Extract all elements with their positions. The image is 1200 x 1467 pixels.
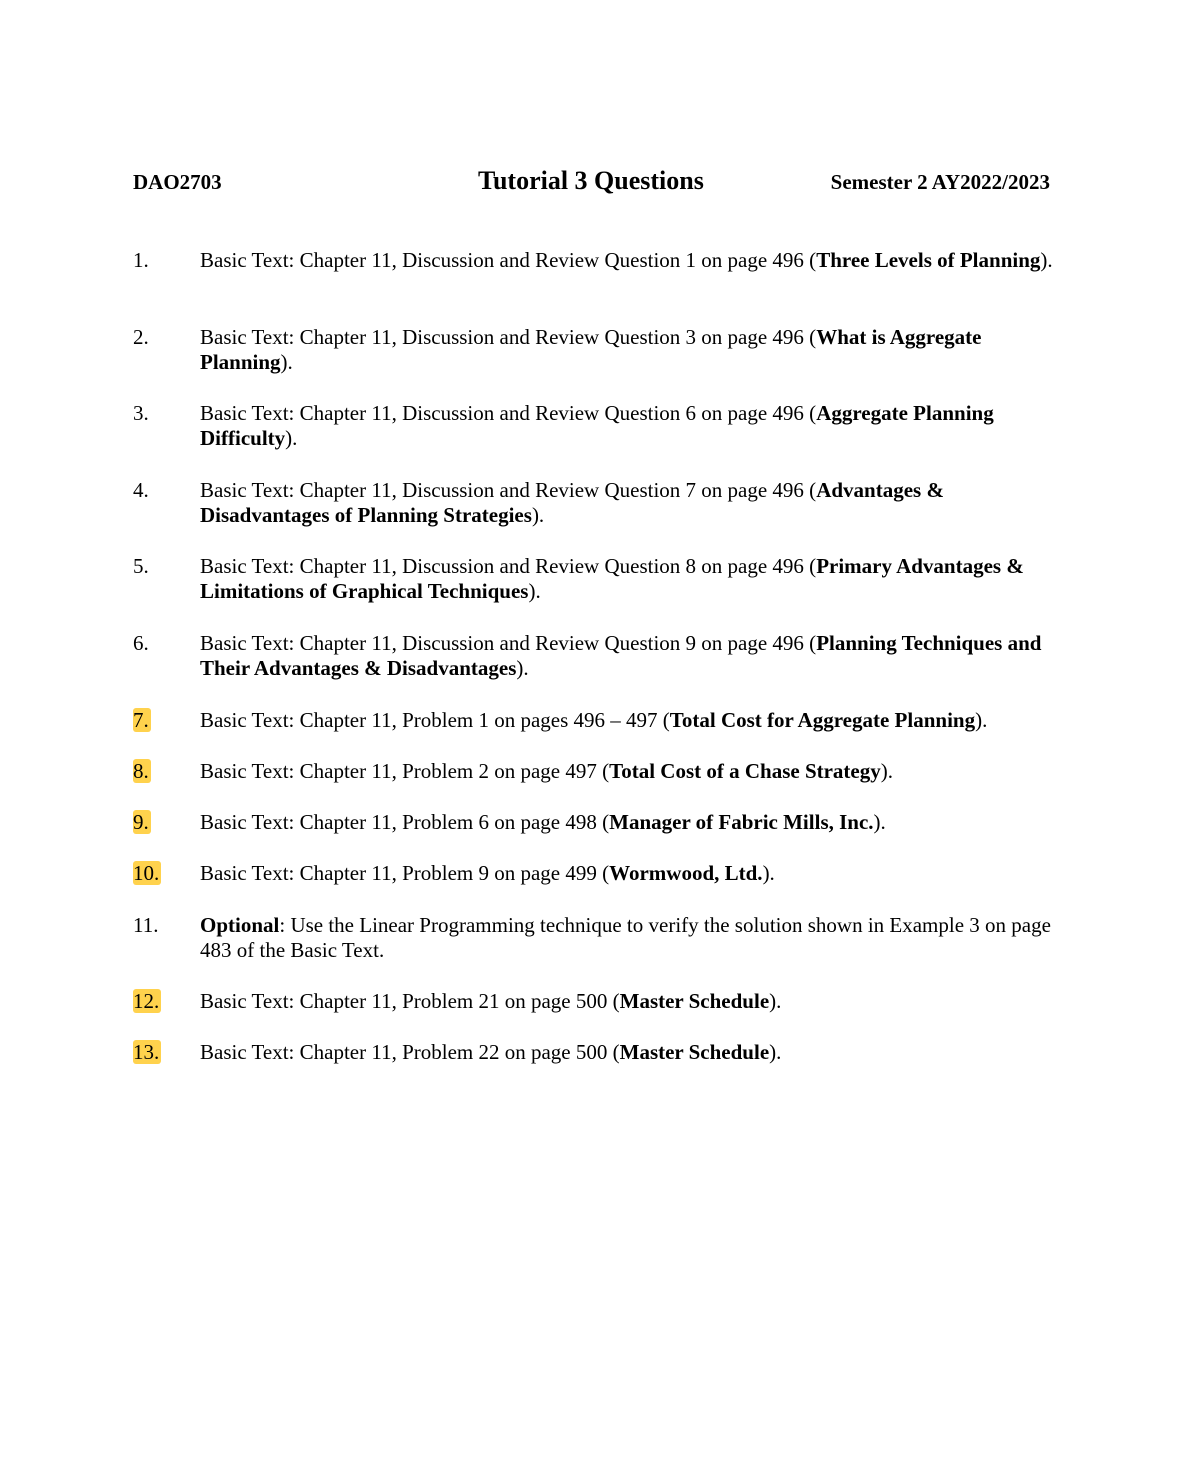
question-number: 1. [133, 248, 149, 272]
question-text: Basic Text: Chapter 11, Discussion and Review Question 1 on page 496 (Three Levels of Planning). [200, 248, 1053, 272]
question-number-highlighted: 13. [133, 1040, 160, 1064]
question-number: 11. [133, 913, 159, 937]
question-number: 4. [133, 478, 149, 502]
course-code: DAO2703 [133, 170, 222, 194]
question-number-highlighted: 9. [133, 810, 149, 834]
question-number: 2. [133, 325, 149, 349]
question-text: Basic Text: Chapter 11, Discussion and Review Question 8 on page 496 (Primary Advantages & Limitations of Graphical Techniques). [200, 554, 1024, 603]
page-title: Tutorial 3 Questions [478, 166, 704, 195]
question-number-highlighted: 10. [133, 861, 160, 885]
question-number-highlighted: 8. [133, 759, 149, 783]
question-number: 3. [133, 401, 149, 425]
question-text: Basic Text: Chapter 11, Problem 1 on pages 496 – 497 (Total Cost for Aggregate Planning). [200, 708, 988, 732]
question-text: Basic Text: Chapter 11, Problem 21 on page 500 (Master Schedule). [200, 989, 782, 1013]
question-text: Basic Text: Chapter 11, Problem 2 on page 497 (Total Cost of a Chase Strategy). [200, 759, 894, 783]
question-text: Optional: Use the Linear Programming technique to verify the solution shown in Example 3 on page 483 of the Basic Text. [200, 913, 1051, 962]
document-header [133, 166, 1050, 198]
question-text: Basic Text: Chapter 11, Discussion and Review Question 9 on page 496 (Planning Techniques and Their Advantages & Disadvantages). [200, 631, 1042, 680]
question-number-highlighted: 12. [133, 989, 160, 1013]
question-number: 6. [133, 631, 149, 655]
question-text: Basic Text: Chapter 11, Discussion and Review Question 6 on page 496 (Aggregate Planning Difficulty). [200, 401, 994, 450]
question-text: Basic Text: Chapter 11, Discussion and Review Question 3 on page 496 (What is Aggregate Planning). [200, 325, 982, 374]
question-text: Basic Text: Chapter 11, Problem 9 on page 499 (Wormwood, Ltd.). [200, 861, 775, 885]
question-text: Basic Text: Chapter 11, Problem 6 on page 498 (Manager of Fabric Mills, Inc.). [200, 810, 886, 834]
question-text: Basic Text: Chapter 11, Discussion and Review Question 7 on page 496 (Advantages & Disadvantages of Planning Strategies). [200, 478, 944, 527]
question-number: 5. [133, 554, 149, 578]
question-text: Basic Text: Chapter 11, Problem 22 on page 500 (Master Schedule). [200, 1040, 782, 1064]
semester-label: Semester 2 AY2022/2023 [830, 170, 1050, 194]
question-number-highlighted: 7. [133, 708, 149, 732]
